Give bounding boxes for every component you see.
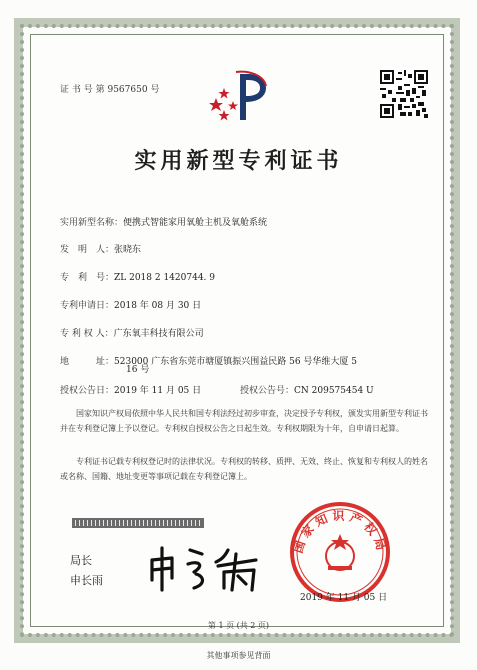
field-grant-date-label: 授权公告日： [60, 386, 115, 396]
field-filing-date-value: 2018 年 08 月 30 日 [114, 301, 202, 311]
field-grant-number-label: 授权公告号： [240, 386, 295, 396]
signatory-role: 局长 [70, 554, 92, 567]
field-address-value-line1: 523000 广东省东莞市塘厦镇振兴围益民路 56 号华维大厦 5 [114, 357, 357, 367]
certificate-number-label: 证 书 号 第 [60, 85, 105, 95]
field-name-label: 实用新型名称： [60, 218, 124, 228]
field-patent-number [60, 265, 215, 284]
page-number: 第 1 页 (共 2 页) [207, 621, 270, 630]
signatory-name: 申长雨 [70, 574, 103, 587]
field-inventor-label: 发 明 人： [60, 245, 115, 255]
field-grant-date-value: 2019 年 11 月 05 日 [114, 386, 202, 396]
legal-paragraph-1: 国家知识产权局依照中华人民共和国专利法经过初步审查，决定授予专利权，颁发实用新型专利证书并在专利登记簿上予以登记。专利权自授权公告之日起生效。专利权期限为十年，自申请日起算。 [60, 409, 428, 433]
svg-text:国家知识产权局: 国家知识产权局 [290, 508, 390, 556]
legal-paragraph-2: 专利证书记载专利权登记时的法律状况。专利权的转移、质押、无效、终止、恢复和专利权人的姓名或名称、国籍、地址变更等事项记载在专利登记簿上。 [60, 457, 428, 481]
certificate-number-suffix: 号 [150, 85, 160, 95]
field-grant-number [240, 378, 374, 397]
field-patentee [60, 321, 204, 340]
handwritten-signature-icon [144, 540, 276, 594]
seal-date: 2019 年 11 月 05 日 [300, 593, 388, 603]
field-name [60, 210, 267, 229]
field-address [60, 349, 357, 368]
field-patentee-value: 广东氧丰科技有限公司 [113, 329, 204, 339]
certificate-number [60, 82, 159, 95]
field-grant-number-value: CN 209575454 U [294, 386, 374, 396]
field-address-label: 地 址： [60, 357, 115, 367]
qr-code-icon [380, 70, 428, 118]
field-grant-date [60, 378, 201, 397]
field-patent-number-value: ZL 2018 2 1420744. 9 [114, 273, 215, 283]
official-seal-icon [288, 500, 392, 604]
field-patent-number-label: 专 利 号： [60, 273, 115, 283]
field-name-value: 便携式智能家用氧舱主机及氧舱系统 [123, 218, 268, 228]
certificate-number-value: 9567650 [107, 85, 148, 95]
field-inventor-value: 张晓东 [114, 245, 142, 255]
field-inventor [60, 237, 141, 256]
field-filing-date [60, 293, 201, 312]
footer-note: 其他事项参见背面 [206, 651, 271, 660]
field-address-value-line2: 16 号 [126, 365, 150, 375]
certificate-title: 实用新型专利证书 [134, 148, 343, 174]
field-patentee-label: 专 利 权 人： [60, 329, 114, 339]
security-stripe-icon [72, 518, 204, 528]
field-filing-date-label: 专利申请日： [60, 301, 115, 311]
cnipa-logo-icon [206, 68, 270, 124]
